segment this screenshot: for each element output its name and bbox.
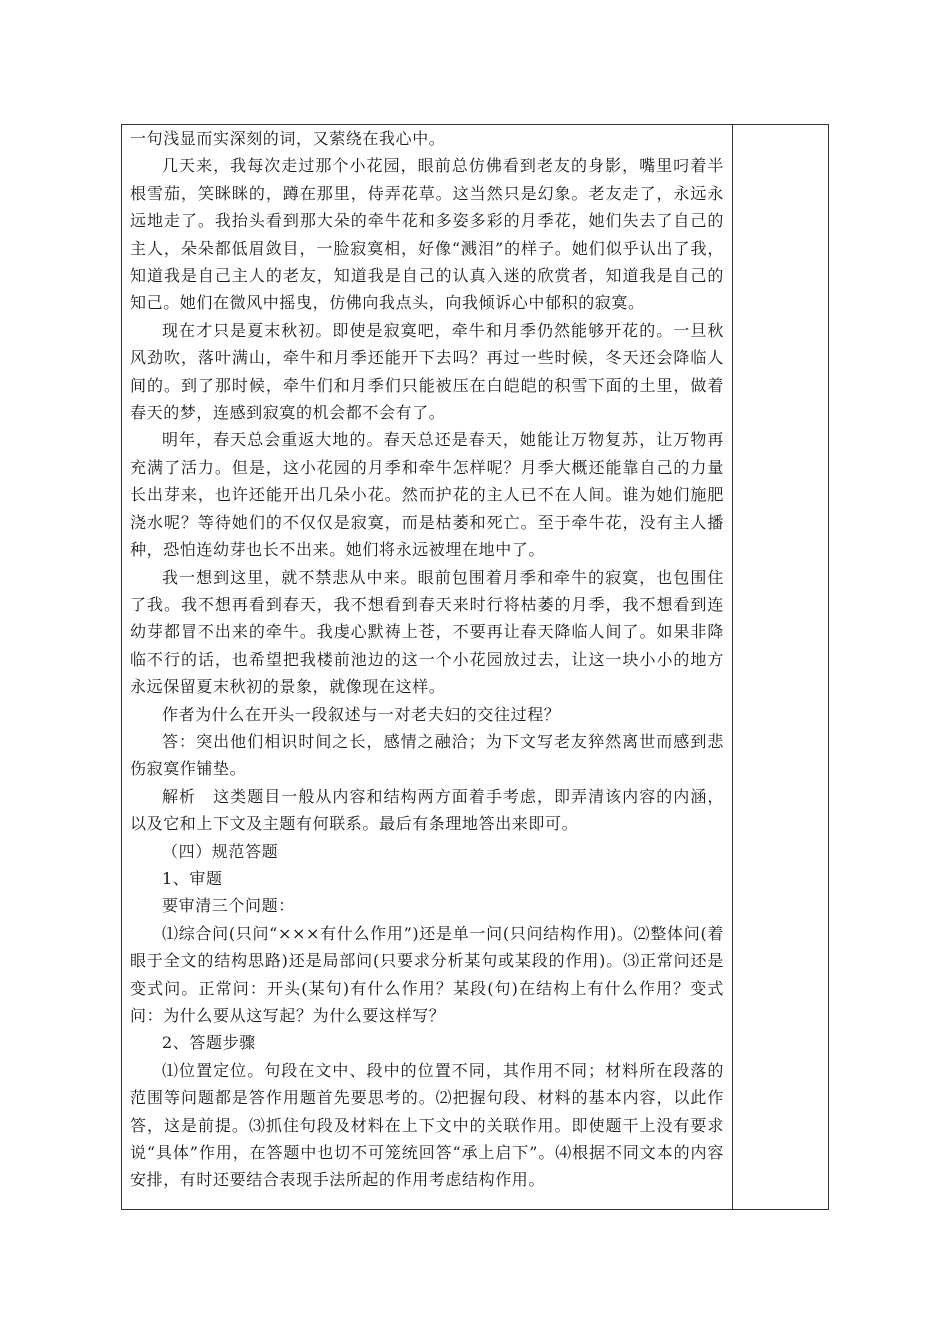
step-heading-review: 1、审题 — [162, 868, 223, 888]
document-table — [121, 124, 829, 1210]
article-text — [130, 125, 724, 1194]
step-heading-answer-steps: 2、答题步骤 — [162, 1033, 256, 1053]
paragraph-autumn: 现在才只是夏末秋初。即使是寂寞吧，牵牛和月季仍然能够开花的。一旦秋风劲吹，落叶满山，牵牛和月季还能开下去吗？再过一些时候，冬天还会降临人间的。到了那时候，牵牛们和月季们只能被压在白皑皑的积雪下面的土里，做着春天的梦，连感到寂寞的机会都不会有了。 — [130, 320, 724, 423]
main-content-cell — [122, 125, 733, 1209]
section-heading-standard-answer: （四）规范答题 — [162, 841, 279, 861]
answer-steps: ⑴位置定位。句段在文中、段中的位置不同，其作用不同；材料所在段落的范围等问题都是答作用题首先要思考的。⑵把握句段、材料的基本内容，以此作答，这是前提。⑶抓住句段及材料在上下文中的关联作用。即使题干上没有要求说“具体”作用，在答题中也切不可笼统回答“承上启下”。⑷根据不同文本的内容安排，有时还要结合表现手法所起的作用考虑结构作用。 — [130, 1060, 724, 1190]
paragraph-memory: 几天来，我每次走过那个小花园，眼前总仿佛看到老友的身影，嘴里叼着半根雪茄，笑眯眯的，蹲在那里，侍弄花草。这当然只是幻象。老友走了，永远永远地走了。我抬头看到那大朵的牵牛花和多姿多彩的月季花，她们失去了自己的主人，朵朵都低眉敛目，一脸寂寞相，好像“溅泪”的样子。她们似乎认出了我，知道我是自己主人的老友，知道我是自己的认真入迷的欣赏者，知道我是自己的知己。她们在微风中摇曳，仿佛向我点头，向我倾诉心中郁积的寂寞。 — [130, 156, 724, 313]
question: 作者为什么在开头一段叙述与一对老夫妇的交往过程？ — [162, 704, 561, 724]
review-intro: 要审清三个问题： — [162, 896, 295, 916]
analysis: 解析 这类题目一般从内容和结构两方面着手考虑，即弄清该内容的内涵，以及它和上下文及主题有何联系。最后有条理地答出来即可。 — [130, 786, 724, 834]
answer: 答：突出他们相识时间之长，感情之融洽；为下文写老友猝然离世而感到悲伤寂寞作铺垫。 — [130, 731, 724, 779]
paragraph-spring: 明年，春天总会重返大地的。春天总还是春天，她能让万物复苏，让万物再充满了活力。但是，这小花园的月季和牵牛怎样呢？月季大概还能靠自己的力量长出芽来，也许还能开出几朵小花。然而护花的主人已不在人间。谁为她们施肥浇水呢？等待她们的不仅仅是寂寞，而是枯萎和死亡。至于牵牛花，没有主人播种，恐怕连幼芽也长不出来。她们将永远被埋在地中了。 — [130, 430, 724, 560]
side-notes-cell — [733, 125, 828, 1209]
paragraph-continuation: 一句浅显而实深刻的词，又萦绕在我心中。 — [130, 129, 446, 148]
paragraph-sorrow: 我一想到这里，就不禁悲从中来。眼前包围着月季和牵牛的寂寞，也包围住了我。我不想再看到春天，我不想看到春天来时行将枯萎的月季，我不想看到连幼芽都冒不出来的牵牛。我虔心默祷上苍，不要再让春天降临人间了。如果非降临不行的话，也希望把我楼前池边的这一个小花园放过去，让这一块小小的地方永远保留夏末秋初的景象，就像现在这样。 — [130, 567, 724, 697]
review-questions: ⑴综合问(只问“×××有什么作用”)还是单一问(只问结构作用)。⑵整体问(着眼于全文的结构思路)还是局部问(只要求分析某句或某段的作用)。⑶正常问还是变式问。正常问：开头(某句)有什么作用？某段(句)在结构上有什么作用？变式问：为什么要从这写起？为什么要这样写？ — [130, 923, 724, 1025]
